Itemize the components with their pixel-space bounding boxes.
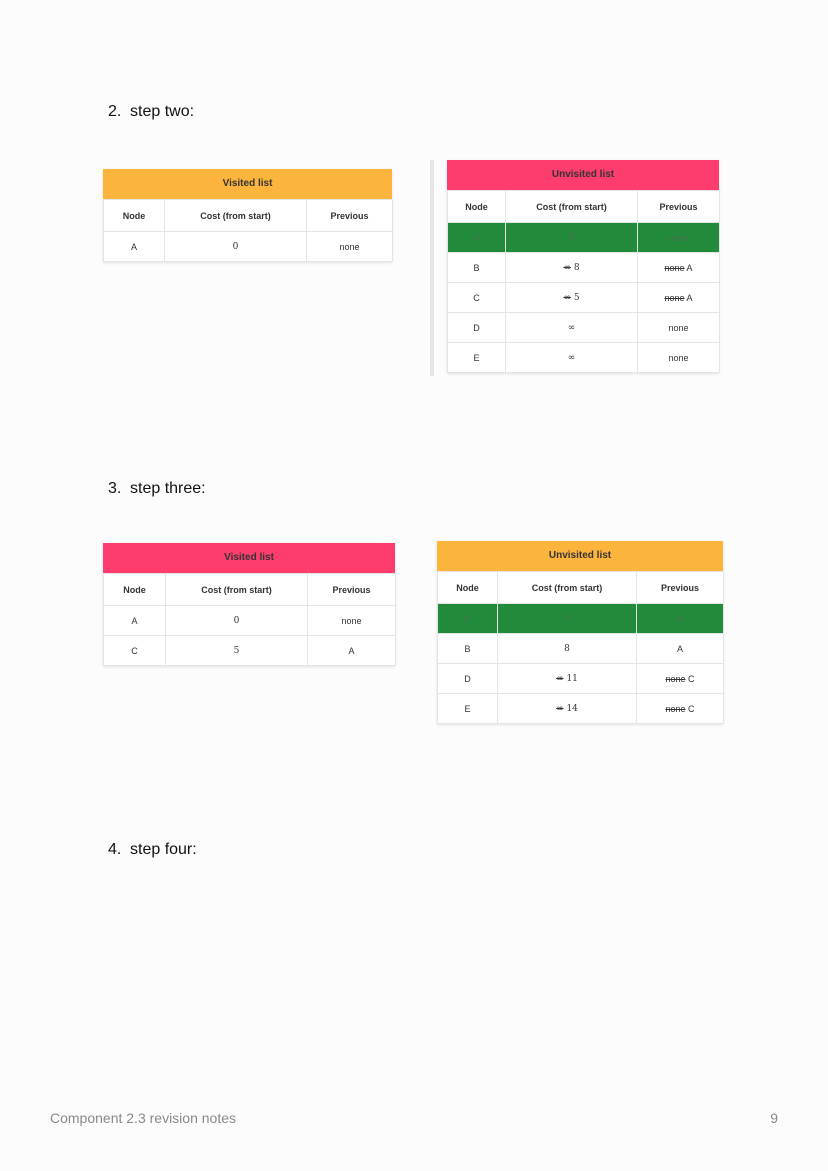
old-previous: none bbox=[665, 703, 686, 714]
previous-cell: none bbox=[638, 223, 720, 253]
node-cell: C bbox=[104, 636, 166, 666]
table-row bbox=[104, 636, 396, 666]
table-row bbox=[438, 664, 724, 694]
node-cell: C bbox=[438, 604, 498, 634]
unvisited-list-table bbox=[447, 160, 719, 373]
node-cell: C bbox=[448, 283, 506, 313]
table-row bbox=[104, 606, 396, 636]
node-cell: A bbox=[104, 232, 165, 262]
node-cell: A bbox=[104, 606, 166, 636]
new-cost: 8 bbox=[573, 262, 580, 273]
table-row bbox=[448, 253, 720, 283]
step-label: step four: bbox=[130, 841, 197, 858]
cost-cell: 0 bbox=[165, 232, 307, 262]
previous-cell: none bbox=[638, 343, 720, 373]
step-three-heading bbox=[108, 480, 206, 498]
previous-cell: A bbox=[308, 636, 396, 666]
table-header-row bbox=[104, 200, 393, 232]
old-cost: ∞ bbox=[556, 703, 564, 714]
column-header: Cost (from start) bbox=[506, 191, 638, 223]
old-previous: none bbox=[664, 292, 685, 303]
node-cell: E bbox=[448, 343, 506, 373]
node-cell: D bbox=[448, 313, 506, 343]
cost-cell: 8 bbox=[498, 634, 637, 664]
table-title: Visited list bbox=[103, 169, 392, 199]
cost-cell bbox=[498, 664, 637, 694]
previous-cell: none bbox=[307, 232, 393, 262]
step-label: step two: bbox=[130, 103, 195, 120]
column-header: Node bbox=[104, 574, 166, 606]
table-title: Unvisited list bbox=[437, 541, 723, 571]
step-number: 4. bbox=[108, 841, 122, 858]
column-header: Previous bbox=[308, 574, 396, 606]
previous-cell: none bbox=[308, 606, 396, 636]
previous-cell bbox=[637, 694, 724, 724]
node-cell: B bbox=[448, 253, 506, 283]
table-row bbox=[438, 634, 724, 664]
column-header: Node bbox=[448, 191, 506, 223]
cost-cell bbox=[498, 694, 637, 724]
table-row bbox=[104, 232, 393, 262]
table-title: Unvisited list bbox=[447, 160, 719, 190]
step-number: 3. bbox=[108, 480, 122, 497]
step-two-heading bbox=[108, 103, 194, 121]
table-row bbox=[448, 313, 720, 343]
step-label: step three: bbox=[130, 480, 206, 497]
column-header: Cost (from start) bbox=[165, 200, 307, 232]
previous-cell: none bbox=[638, 313, 720, 343]
table-row bbox=[448, 283, 720, 313]
cost-cell bbox=[506, 253, 638, 283]
old-cost: ∞ bbox=[563, 292, 571, 303]
cost-cell: 5 bbox=[498, 604, 637, 634]
new-previous: C bbox=[688, 673, 695, 684]
table-title: Visited list bbox=[103, 543, 395, 573]
node-cell: D bbox=[438, 664, 498, 694]
table-row-current bbox=[438, 604, 724, 634]
new-cost: 14 bbox=[566, 703, 578, 714]
old-previous: none bbox=[665, 673, 686, 684]
old-cost: ∞ bbox=[563, 262, 571, 273]
previous-cell bbox=[638, 253, 720, 283]
column-header: Cost (from start) bbox=[498, 572, 637, 604]
new-cost: 11 bbox=[566, 673, 578, 684]
visited-list-table bbox=[103, 543, 395, 666]
old-cost: ∞ bbox=[556, 673, 564, 684]
column-header: Cost (from start) bbox=[166, 574, 308, 606]
column-header: Node bbox=[438, 572, 498, 604]
cost-cell: ∞ bbox=[506, 313, 638, 343]
new-cost: 5 bbox=[573, 292, 580, 303]
unvisited-list-table bbox=[437, 541, 723, 724]
node-cell: B bbox=[438, 634, 498, 664]
table-header-row bbox=[438, 572, 724, 604]
step-four-heading bbox=[108, 841, 197, 859]
previous-cell bbox=[637, 664, 724, 694]
column-header: Node bbox=[104, 200, 165, 232]
table-row bbox=[438, 694, 724, 724]
cost-cell bbox=[506, 283, 638, 313]
visited-list-table bbox=[103, 169, 392, 262]
node-cell: E bbox=[438, 694, 498, 724]
column-header: Previous bbox=[637, 572, 724, 604]
cost-cell: ∞ bbox=[506, 343, 638, 373]
old-previous: none bbox=[664, 262, 685, 273]
node-cell: A bbox=[448, 223, 506, 253]
cost-cell: 0 bbox=[506, 223, 638, 253]
new-previous: A bbox=[686, 262, 693, 273]
previous-cell: A bbox=[637, 604, 724, 634]
cost-cell: 5 bbox=[166, 636, 308, 666]
new-previous: A bbox=[686, 292, 693, 303]
new-previous: C bbox=[688, 703, 695, 714]
previous-cell: A bbox=[637, 634, 724, 664]
footer-title: Component 2.3 revision notes bbox=[50, 1110, 236, 1126]
table-row bbox=[448, 343, 720, 373]
step-number: 2. bbox=[108, 103, 122, 120]
table-row-current bbox=[448, 223, 720, 253]
table-header-row bbox=[104, 574, 396, 606]
page-number: 9 bbox=[770, 1110, 778, 1126]
previous-cell bbox=[638, 283, 720, 313]
column-header: Previous bbox=[307, 200, 393, 232]
column-header: Previous bbox=[638, 191, 720, 223]
column-divider bbox=[430, 160, 434, 376]
table-header-row bbox=[448, 191, 720, 223]
cost-cell: 0 bbox=[166, 606, 308, 636]
